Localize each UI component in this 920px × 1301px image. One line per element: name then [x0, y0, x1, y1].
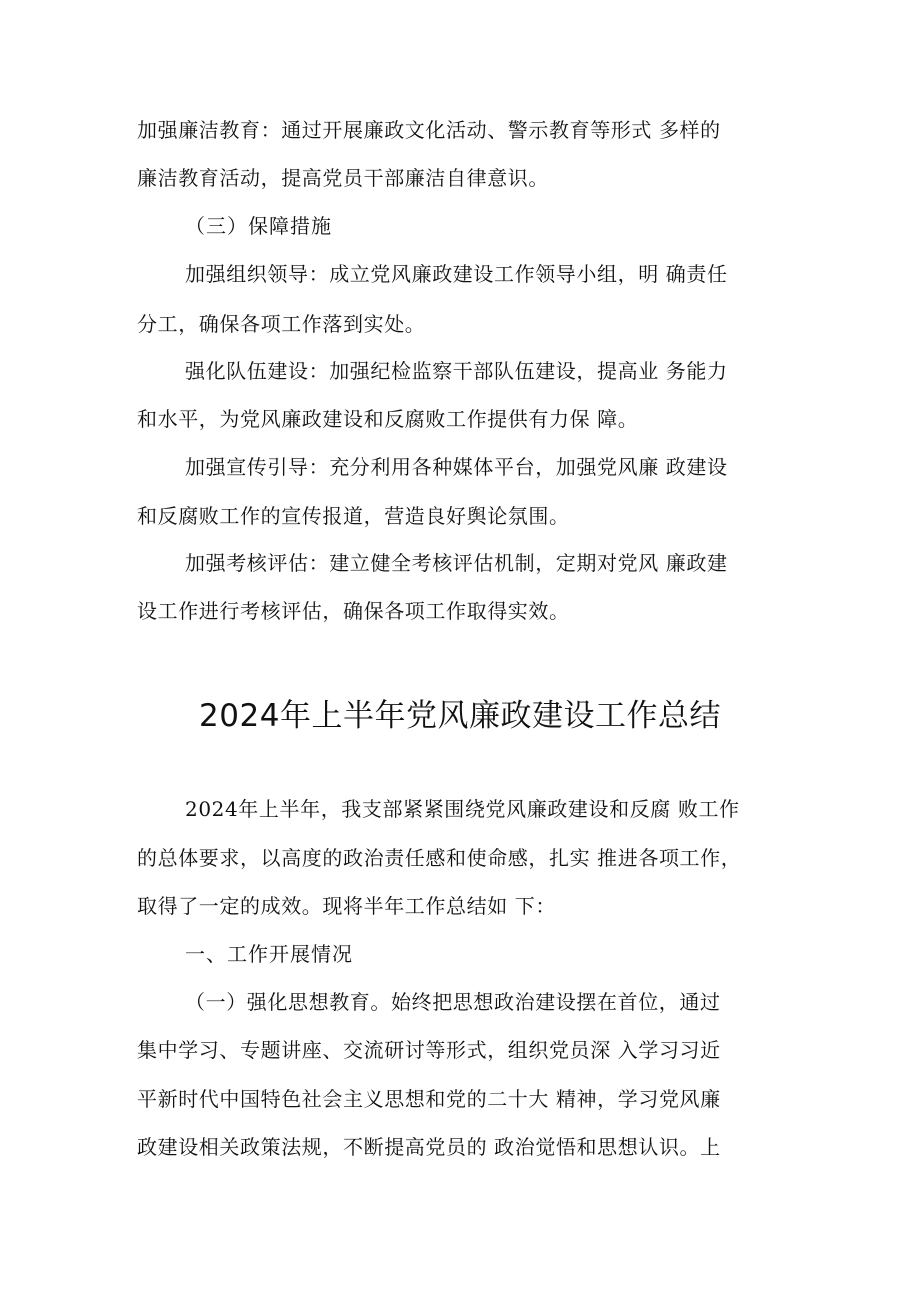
paragraph-ideology-line-2: 集中学习、专题讲座、交流研讨等形式，组织党员深 入学习习近 — [137, 1038, 721, 1062]
intro-paragraph-line-3: 取得了一定的成效。现将半年工作总结如 下： — [137, 894, 556, 918]
section-heading-safeguards: （三）保障措施 — [185, 214, 332, 238]
paragraph-team-building-line-2: 和水平，为党风廉政建设和反腐败工作提供有力保 障。 — [137, 407, 639, 431]
paragraph-assessment-line-1: 加强考核评估：建立健全考核评估机制，定期对党风 廉政建 — [185, 551, 728, 575]
paragraph-publicity-line-1: 加强宣传引导：充分利用各种媒体平台，加强党风廉 政建设 — [185, 455, 728, 479]
paragraph-integrity-education-line-2: 廉洁教育活动，提高党员干部廉洁自律意识。 — [137, 166, 549, 190]
intro-paragraph-line-2: 的总体要求，以高度的政治责任感和使命感，扎实 推进各项工作， — [137, 846, 742, 870]
paragraph-team-building-line-1: 强化队伍建设：加强纪检监察干部队伍建设，提高业 务能力 — [185, 359, 728, 383]
paragraph-integrity-education-line-1: 加强廉洁教育：通过开展廉政文化活动、警示教育等形式 多样的 — [137, 118, 721, 142]
paragraph-publicity-line-2: 和反腐败工作的宣传报道，营造良好舆论氛围。 — [137, 504, 570, 528]
section-heading-work-progress: 一、工作开展情况 — [185, 942, 353, 966]
paragraph-ideology-line-4: 政建设相关政策法规，不断提高党员的 政治觉悟和思想认识。上 — [137, 1135, 721, 1159]
paragraph-leadership-line-1: 加强组织领导：成立党风廉政建设工作领导小组，明 确责任 — [185, 262, 728, 286]
paragraph-ideology-line-3: 平新时代中国特色社会主义思想和党的二十大 精神，学习党风廉 — [137, 1087, 721, 1111]
intro-paragraph-line-1: 2024年上半年，我支部紧紧围绕党风廉政建设和反腐 败工作 — [185, 797, 740, 821]
paragraph-assessment-line-2: 设工作进行考核评估，确保各项工作取得实效。 — [137, 599, 570, 623]
paragraph-leadership-line-2: 分工，确保各项工作落到实处。 — [137, 312, 426, 336]
document-title: 2024年上半年党风廉政建设工作总结 — [199, 698, 721, 734]
paragraph-ideology-line-1: （一）强化思想教育。始终把思想政治建设摆在首位，通过 — [185, 990, 721, 1014]
